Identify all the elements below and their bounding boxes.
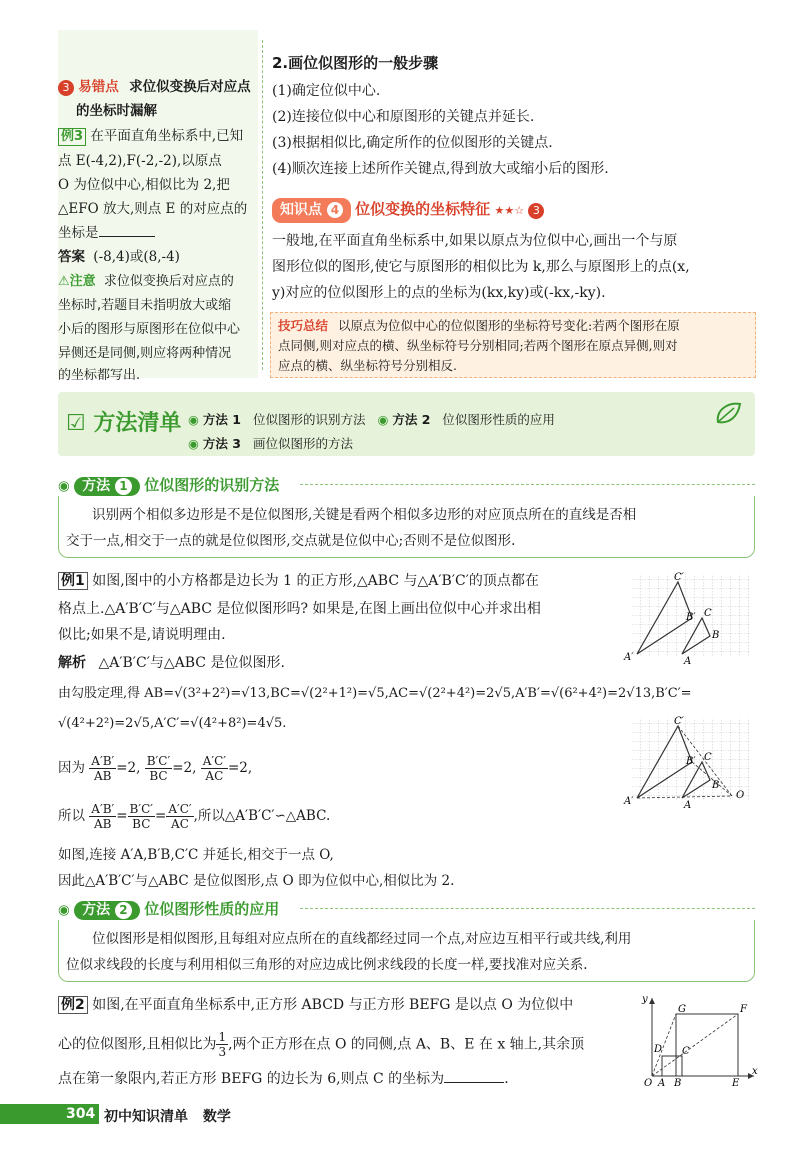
tips-text-1: 以原点为位似中心的位似图形的坐标符号变化:若两个图形在原 — [338, 318, 680, 333]
example3-line-5 — [58, 222, 155, 245]
svg-text:x: x — [752, 1066, 758, 1077]
method1-pill — [74, 477, 140, 496]
banner-method2-label[interactable]: 方法 2 — [392, 412, 431, 427]
method-list-title-text: 方法清单 — [93, 411, 182, 436]
example3-line-2: 点 E(-4,2),F(-2,-2),以原点 — [58, 153, 222, 169]
method1-rule — [300, 484, 755, 485]
svg-text:C: C — [704, 752, 712, 763]
so-frac-1 — [89, 802, 116, 831]
knowledge-heading — [272, 198, 544, 223]
example2-line-1 — [58, 994, 573, 1017]
svg-text:A: A — [684, 656, 692, 666]
svg-text:G: G — [678, 1004, 686, 1015]
ratio-frac-2 — [145, 754, 172, 783]
note-text-2: 坐标时,若题目未指明放大或缩 — [58, 298, 232, 313]
ratio-frac-3 — [201, 754, 228, 783]
example2-text-1: 如图,在平面直角坐标系中,正方形 ABCD 与正方形 BEFG 是以点 O 为位似中 — [92, 997, 574, 1013]
step-2: (2)连接位似中心和原图形的关键点并延长. — [272, 109, 535, 125]
svg-text:A: A — [684, 800, 692, 810]
example2-blank — [444, 1082, 504, 1083]
so3-num: A′C′ — [168, 802, 192, 816]
note-line-1 — [58, 270, 234, 293]
answer-label: 答案 — [58, 249, 85, 265]
error-point-title-2: 的坐标时漏解 — [76, 103, 157, 119]
method2-title: 位似图形性质的应用 — [144, 900, 280, 918]
knowledge-pill — [272, 198, 351, 223]
example3-line-1 — [58, 125, 243, 148]
checkbox-icon: ☑ — [66, 411, 86, 436]
banner-method3-text[interactable]: 画位似图形的方法 — [252, 436, 353, 451]
method-list-title — [66, 406, 181, 437]
method1-title: 位似图形的识别方法 — [144, 476, 280, 494]
bullet-icon: ◉ — [58, 478, 70, 494]
svg-text:E: E — [732, 1078, 740, 1086]
example3-line-4: △EFO 放大,则点 E 的对应点的 — [58, 201, 248, 217]
example2-line-2 — [58, 1030, 584, 1059]
ratio-frac-1 — [89, 754, 116, 783]
knowledge-ref-badge: 3 — [528, 203, 544, 219]
example1-text-2: 格点上.△A′B′C′与△ABC 是位似图形吗? 如果是,在图上画出位似中心并求出相 — [58, 601, 541, 617]
example3-text-1: 在平面直角坐标系中,已知 — [90, 128, 244, 144]
knowledge-text-3: y)对应的位似图形上的点的坐标为(kx,ky)或(-kx,-ky). — [272, 285, 606, 301]
ratio-den: 3 — [218, 1045, 227, 1059]
ratio-line — [58, 754, 252, 783]
footer-bar — [0, 1104, 62, 1124]
svg-text:A′: A′ — [624, 796, 634, 807]
error-point-tag: 易错点 — [78, 79, 119, 95]
banner-methods-row1 — [188, 408, 555, 431]
method1-text-1: 识别两个相似多边形是不是位似图形,关键是看两个相似多边形的对应顶点所在的直线是否相 — [92, 507, 637, 523]
calc-line-1: 由勾股定理,得 AB=√(3²+2²)=√13,BC=√(2²+1²)=√5,AC=√(2²+4²)=2√5,A′B′=√(6²+4²)=2√13,B′C′= — [58, 686, 692, 701]
method2-text-2: 位似求线段的长度与利用相似三角形的对应边成比例求线段的长度一样,要找准对应关系. — [66, 957, 588, 973]
note-text-4: 异侧还是同侧,则应将两种情况 — [58, 346, 232, 361]
bullet-icon: ◉ — [188, 436, 199, 451]
example2-text-2a: 心的位似图形,且相似比为 — [58, 1036, 217, 1053]
bullet-icon: ◉ — [58, 902, 70, 918]
ratio1-value: =2, — [116, 760, 141, 776]
ratio2-num: B′C′ — [146, 754, 171, 768]
example2-text-2b: ,两个正方形在点 O 的同侧,点 A、B、E 在 x 轴上,其余顶 — [228, 1036, 585, 1053]
step-4: (4)顺次连接上述所作关键点,得到放大或缩小后的图形. — [272, 161, 609, 177]
svg-text:O: O — [736, 790, 745, 801]
step-1: (1)确定位似中心. — [272, 83, 381, 99]
so2-den: BC — [132, 817, 151, 831]
answer-line — [58, 246, 180, 269]
note-label: 注意 — [69, 274, 96, 289]
knowledge-text-2: 图形位似的图形,使它与原图形的相似比为 k,那么与原图形上的点(x, — [272, 259, 690, 275]
grid-figure-2 — [622, 714, 762, 810]
tips-text-2: 点同侧,则对应点的横、纵坐标符号分别相同;若两个图形在原点异侧,则对 — [278, 338, 678, 353]
steps-heading: 2.画位似图形的一般步骤 — [272, 54, 439, 72]
error-number-badge: 3 — [58, 80, 74, 96]
analysis-first: △A′B′C′与△ABC 是位似图形. — [98, 655, 285, 671]
method1-heading — [58, 474, 279, 498]
svg-text:C: C — [704, 608, 712, 619]
knowledge-text-1: 一般地,在平面直角坐标系中,如果以原点为位似中心,画出一个与原 — [272, 233, 678, 249]
error-point-heading — [58, 76, 251, 99]
answer-value: (-8,4)或(8,-4) — [93, 249, 180, 265]
difficulty-stars: ★★☆ — [494, 204, 525, 217]
svg-text:C′: C′ — [674, 572, 684, 583]
method1-number: 1 — [115, 478, 132, 495]
example2-label: 例2 — [58, 996, 88, 1014]
ratio1-num: A′B′ — [91, 754, 115, 768]
so-frac-2 — [128, 802, 155, 831]
knowledge-title: 位似变换的坐标特征 — [355, 200, 491, 218]
svg-text:D: D — [654, 1044, 663, 1055]
bullet-icon: ◉ — [188, 412, 199, 427]
svg-text:C: C — [682, 1046, 690, 1057]
analysis-line — [58, 652, 285, 675]
squares-figure — [636, 994, 760, 1086]
tips-label: 技巧总结 — [278, 318, 329, 333]
example3-text-5: 坐标是 — [58, 225, 99, 241]
ratio2-value: =2, — [172, 760, 197, 776]
so-frac-3 — [166, 802, 193, 831]
leaf-icon — [712, 398, 748, 428]
error-point-title-1: 求位似变换后对应点 — [129, 79, 251, 95]
footer-title — [104, 1106, 231, 1126]
svg-text:A: A — [658, 1078, 666, 1086]
method2-pill-label: 方法 — [82, 902, 111, 918]
note-text-3: 小后的图形与原图形在位似中心 — [58, 322, 241, 337]
svg-text:B: B — [712, 780, 720, 791]
banner-method3-label[interactable]: 方法 3 — [202, 436, 241, 451]
example1-line-1 — [58, 570, 539, 593]
method2-heading — [58, 898, 279, 922]
step-3: (3)根据相似比,确定所作的位似图形的关键点. — [272, 135, 553, 151]
answer-blank — [99, 236, 155, 237]
so3-den: AC — [171, 817, 189, 831]
method2-pill — [74, 901, 140, 920]
svg-text:O: O — [644, 1078, 653, 1086]
method1-pill-label: 方法 — [82, 478, 111, 494]
method2-text-1: 位似图形是相似图形,且每组对应点所在的直线都经过同一个点,对应边互相平行或共线,利用 — [92, 931, 632, 947]
svg-text:B′: B′ — [686, 756, 696, 767]
method2-rule — [300, 908, 755, 909]
banner-method2-text[interactable]: 位似图形性质的应用 — [442, 412, 555, 427]
example1-text-3: 似比;如果不是,请说明理由. — [58, 627, 226, 643]
banner-method1-text[interactable]: 位似图形的识别方法 — [252, 412, 366, 427]
example3-label: 例3 — [58, 128, 86, 146]
note-text-5: 的坐标都写出. — [58, 368, 141, 383]
note-text-1: 求位似变换后对应点的 — [103, 274, 234, 289]
so1-num: A′B′ — [91, 802, 115, 816]
svg-text:B′: B′ — [686, 612, 696, 623]
calc-line-2: √(4²+2²)=2√5,A′C′=√(4²+8²)=4√5. — [58, 716, 287, 731]
tips-text-3: 应点的横、纵坐标符号分别相反. — [278, 358, 457, 373]
svg-text:A′: A′ — [624, 652, 634, 663]
column-divider — [262, 40, 263, 370]
ratio3-num: A′C′ — [202, 754, 226, 768]
svg-text:B: B — [712, 630, 720, 641]
ratio3-value: =2, — [227, 760, 253, 776]
knowledge-pill-label: 知识点 — [280, 202, 322, 218]
conclude-line: 因此△A′B′C′与△ABC 是位似图形,点 O 即为位似中心,相似比为 2. — [58, 873, 455, 889]
so-tail: ,所以△A′B′C′∽△ABC. — [193, 808, 331, 824]
ratio2-den: BC — [149, 769, 168, 783]
so-line: 所以 $\frac{A'B'}{AB}$ = $\frac{B'C'}{BC}$ = $\frac{A'C'}{AC}$ ,所以△A′B′C′∽△ABC. — [58, 802, 331, 831]
svg-text:F: F — [740, 1004, 747, 1015]
method1-text-2: 交于一点,相交于一点的就是位似图形,交点就是位似中心;否则不是位似图形. — [66, 533, 516, 549]
book-subject: 数学 — [202, 1109, 231, 1125]
ratio1-den: AB — [94, 769, 112, 783]
grid-figure-1 — [622, 570, 754, 666]
example1-label: 例1 — [58, 572, 88, 590]
connect-line: 如图,连接 A′A,B′B,C′C 并延长,相交于一点 O, — [58, 847, 334, 863]
knowledge-number: 4 — [327, 202, 343, 218]
so-text: 所以 — [58, 808, 85, 824]
analysis-label: 解析 — [58, 655, 86, 671]
banner-methods-row2 — [188, 432, 353, 455]
ratio3-den: AC — [205, 769, 224, 783]
ratio-num: 1 — [218, 1030, 227, 1044]
so2-num: B′C′ — [129, 802, 153, 816]
example1-text-1: 如图,图中的小方格都是边长为 1 的正方形,△ABC 与△A′B′C′的顶点都在 — [92, 573, 539, 589]
because-text: 因为 — [58, 760, 85, 776]
period: . — [504, 1071, 509, 1087]
book-title: 初中知识清单 — [104, 1109, 188, 1125]
method2-number: 2 — [115, 902, 132, 919]
so1-den: AB — [94, 817, 112, 831]
example3-line-3: O 为位似中心,相似比为 2,把 — [58, 177, 230, 193]
bullet-icon: ◉ — [377, 412, 389, 427]
svg-text:C′: C′ — [674, 716, 684, 727]
example2-text-3: 点在第一象限内,若正方形 BEFG 的边长为 6,则点 C 的坐标为 — [58, 1071, 445, 1087]
page-number: 304 — [62, 1104, 99, 1124]
banner-method1-label[interactable]: 方法 1 — [202, 412, 241, 427]
example2-line-3 — [58, 1068, 509, 1091]
ratio-one-third — [216, 1030, 228, 1059]
svg-text:y: y — [642, 994, 648, 1005]
svg-text:B: B — [674, 1078, 682, 1086]
note-icon: ⚠ — [58, 274, 70, 289]
